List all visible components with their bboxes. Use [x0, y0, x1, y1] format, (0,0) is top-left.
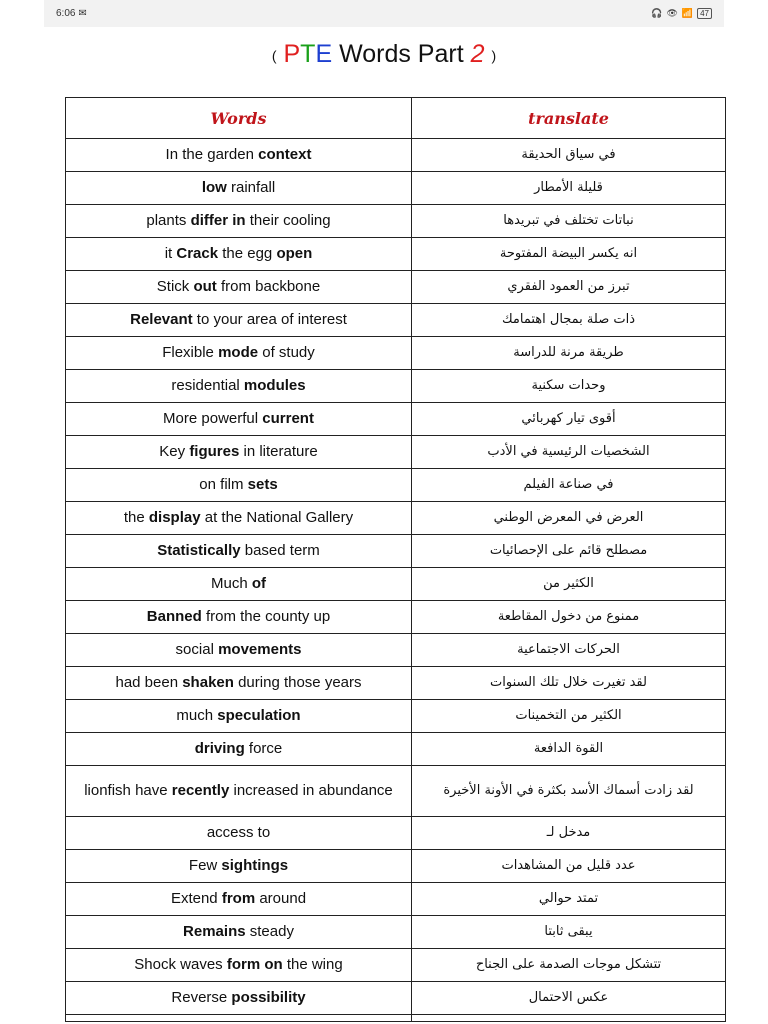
english-phrase	[66, 667, 412, 700]
keyword: context	[258, 146, 312, 163]
phrase-text: the wing	[282, 956, 343, 973]
english-phrase	[66, 403, 412, 436]
english-phrase	[66, 568, 412, 601]
phrase-text: steady	[245, 923, 294, 940]
keyword: form on	[226, 956, 283, 973]
title-letter-p: P	[283, 40, 301, 68]
arabic-translation: القوة الدافعة	[412, 733, 726, 766]
arabic-translation: طريقة مرنة للدراسة	[412, 337, 726, 370]
header-words: Words	[66, 98, 412, 139]
phrase-text: lionfish have	[84, 782, 172, 799]
keyword: mode	[218, 344, 259, 361]
english-phrase	[66, 469, 412, 502]
arabic-translation: عكس الاحتمال	[412, 982, 726, 1015]
status-time: 6:06	[56, 8, 76, 19]
arabic-translation: تبرز من العمود الفقري	[412, 271, 726, 304]
keyword: figures	[189, 443, 240, 460]
phrase-text: plants	[146, 212, 191, 229]
title-close-paren: )	[491, 47, 497, 64]
status-left	[44, 8, 87, 19]
table-row	[66, 139, 726, 172]
english-phrase	[66, 238, 412, 271]
phrase-text: to your area of interest	[192, 311, 347, 328]
keyword: of	[251, 575, 267, 592]
keyword: from	[221, 890, 256, 907]
arabic-translation: مصطلح قائم على الإحصائيات	[412, 535, 726, 568]
table-row	[66, 304, 726, 337]
keyword: sets	[247, 476, 278, 493]
keyword: possibility	[231, 989, 306, 1006]
arabic-translation: وحدات سكنية	[412, 370, 726, 403]
headphones-icon: 🎧	[651, 8, 663, 18]
english-phrase	[66, 850, 412, 883]
title-letter-t: T	[300, 40, 316, 68]
mail-icon: ✉	[78, 8, 87, 19]
arabic-translation: قليلة الأمطار	[412, 172, 726, 205]
english-phrase	[66, 370, 412, 403]
arabic-translation: يبقى ثابتا	[412, 916, 726, 949]
english-phrase	[66, 883, 412, 916]
english-phrase	[66, 700, 412, 733]
english-phrase	[66, 535, 412, 568]
header-translate: translate	[412, 98, 726, 139]
keyword: sightings	[221, 857, 289, 874]
title-letter-e: E	[315, 40, 333, 68]
phrase-text: social	[175, 641, 219, 658]
english-phrase	[66, 271, 412, 304]
table-row	[66, 469, 726, 502]
phrase-text: around	[255, 890, 307, 907]
phrase-text: increased in abundance	[229, 782, 393, 799]
table-row	[66, 817, 726, 850]
english-phrase	[66, 205, 412, 238]
table-row	[66, 502, 726, 535]
table-row	[66, 634, 726, 667]
phrase-text: Reverse	[171, 989, 232, 1006]
keyword: current	[262, 410, 314, 427]
phrase-text: in literature	[239, 443, 318, 460]
phrase-text: much	[176, 707, 218, 724]
keyword: display	[148, 509, 201, 526]
arabic-translation: ذات صلة بمجال اهتمامك	[412, 304, 726, 337]
phrase-text: Much	[210, 575, 252, 592]
title-number: 2	[470, 40, 485, 68]
arabic-translation: لقد تغيرت خلال تلك السنوات	[412, 667, 726, 700]
phrase-text: based term	[240, 542, 320, 559]
table-row	[66, 949, 726, 982]
phrase-text: Flexible	[162, 344, 219, 361]
english-phrase	[66, 817, 412, 850]
table-row	[66, 700, 726, 733]
keyword: out	[193, 278, 217, 295]
english-phrase	[66, 982, 412, 1015]
keyword: modules	[243, 377, 306, 394]
table-row	[66, 850, 726, 883]
table-row	[66, 601, 726, 634]
phrase-text: Shock waves	[134, 956, 227, 973]
english-phrase	[66, 436, 412, 469]
english-phrase	[66, 733, 412, 766]
english-phrase	[66, 634, 412, 667]
arabic-translation: الكثير من	[412, 568, 726, 601]
arabic-translation: الكثير من التخمينات	[412, 700, 726, 733]
phrase-text: from the county up	[201, 608, 331, 625]
english-phrase	[66, 172, 412, 205]
arabic-translation: في صناعة الفيلم	[412, 469, 726, 502]
empty-cell	[412, 1015, 726, 1022]
table-row	[66, 172, 726, 205]
battery-icon: 47	[697, 8, 712, 19]
keyword: low	[201, 179, 227, 196]
phrase-text: their cooling	[245, 212, 331, 229]
table-body	[66, 139, 726, 1022]
title-open-paren: (	[271, 47, 277, 64]
table-row	[66, 370, 726, 403]
phrase-text: of study	[258, 344, 315, 361]
table-row	[66, 337, 726, 370]
keyword: Relevant	[130, 311, 193, 328]
phrase-text: it	[164, 245, 177, 262]
table-row	[66, 916, 726, 949]
keyword: open	[276, 245, 313, 262]
arabic-translation: مدخل لـ	[412, 817, 726, 850]
table-row	[66, 403, 726, 436]
phrase-text: during those years	[233, 674, 362, 691]
phrase-text: Stick	[156, 278, 194, 295]
phrase-text: In the garden	[165, 146, 259, 163]
phrase-text: More powerful	[163, 410, 263, 427]
arabic-translation: الحركات الاجتماعية	[412, 634, 726, 667]
keyword: Crack	[176, 245, 219, 262]
phrase-text: from backbone	[216, 278, 321, 295]
english-phrase	[66, 601, 412, 634]
table-row	[66, 271, 726, 304]
english-phrase	[66, 949, 412, 982]
keyword: differ in	[190, 212, 246, 229]
table-row	[66, 205, 726, 238]
table-row	[66, 238, 726, 271]
status-bar	[44, 0, 724, 27]
english-phrase	[66, 139, 412, 172]
arabic-translation: الشخصيات الرئيسية في الأدب	[412, 436, 726, 469]
arabic-translation: في سياق الحديقة	[412, 139, 726, 172]
wifi-icon: 📶	[681, 8, 694, 18]
keyword: recently	[171, 782, 230, 799]
phrase-text: access to	[206, 824, 271, 841]
table-row	[66, 982, 726, 1015]
phrase-text: at the National Gallery	[200, 509, 354, 526]
keyword: speculation	[217, 707, 301, 724]
vocabulary-table	[65, 97, 726, 1022]
phrase-text: Few	[188, 857, 222, 874]
arabic-translation: عدد قليل من المشاهدات	[412, 850, 726, 883]
phrase-text: the	[123, 509, 149, 526]
phrase-text: the egg	[218, 245, 277, 262]
arabic-translation: لقد زادت أسماك الأسد بكثرة في الأونة الأخيرة	[412, 766, 726, 817]
phrase-text: on film	[199, 476, 248, 493]
arabic-translation: تمتد حوالي	[412, 883, 726, 916]
table-row	[66, 535, 726, 568]
title-mid: Words Part	[332, 40, 471, 68]
table-row	[66, 766, 726, 817]
english-phrase	[66, 502, 412, 535]
status-right	[651, 8, 724, 19]
table-row	[66, 568, 726, 601]
arabic-translation: تتشكل موجات الصدمة على الجناح	[412, 949, 726, 982]
phrase-text: residential	[171, 377, 244, 394]
english-phrase	[66, 916, 412, 949]
arabic-translation: العرض في المعرض الوطني	[412, 502, 726, 535]
arabic-translation: نباتات تختلف في تبريدها	[412, 205, 726, 238]
keyword: shaken	[182, 674, 234, 691]
arabic-translation: ممنوع من دخول المقاطعة	[412, 601, 726, 634]
english-phrase	[66, 766, 412, 817]
keyword: Banned	[146, 608, 202, 625]
table-row	[66, 733, 726, 766]
empty-cell	[66, 1015, 412, 1022]
keyword: Remains	[183, 923, 246, 940]
table-row	[66, 883, 726, 916]
phrase-text: Extend	[170, 890, 222, 907]
keyword: Statistically	[157, 542, 241, 559]
arabic-translation: انه يكسر البيضة المفتوحة	[412, 238, 726, 271]
page-title	[0, 40, 768, 69]
phrase-text: Key	[159, 443, 190, 460]
phrase-text: rainfall	[226, 179, 276, 196]
english-phrase	[66, 337, 412, 370]
english-phrase	[66, 304, 412, 337]
keyword: driving	[194, 740, 245, 757]
phrase-text: had been	[115, 674, 183, 691]
table-row	[66, 667, 726, 700]
table-row-cutoff	[66, 1015, 726, 1022]
keyword: movements	[218, 641, 302, 658]
header-row	[66, 98, 726, 139]
phrase-text: force	[244, 740, 283, 757]
arabic-translation: أقوى تيار كهربائي	[412, 403, 726, 436]
eye-icon: 👁	[666, 8, 678, 18]
table-row	[66, 436, 726, 469]
